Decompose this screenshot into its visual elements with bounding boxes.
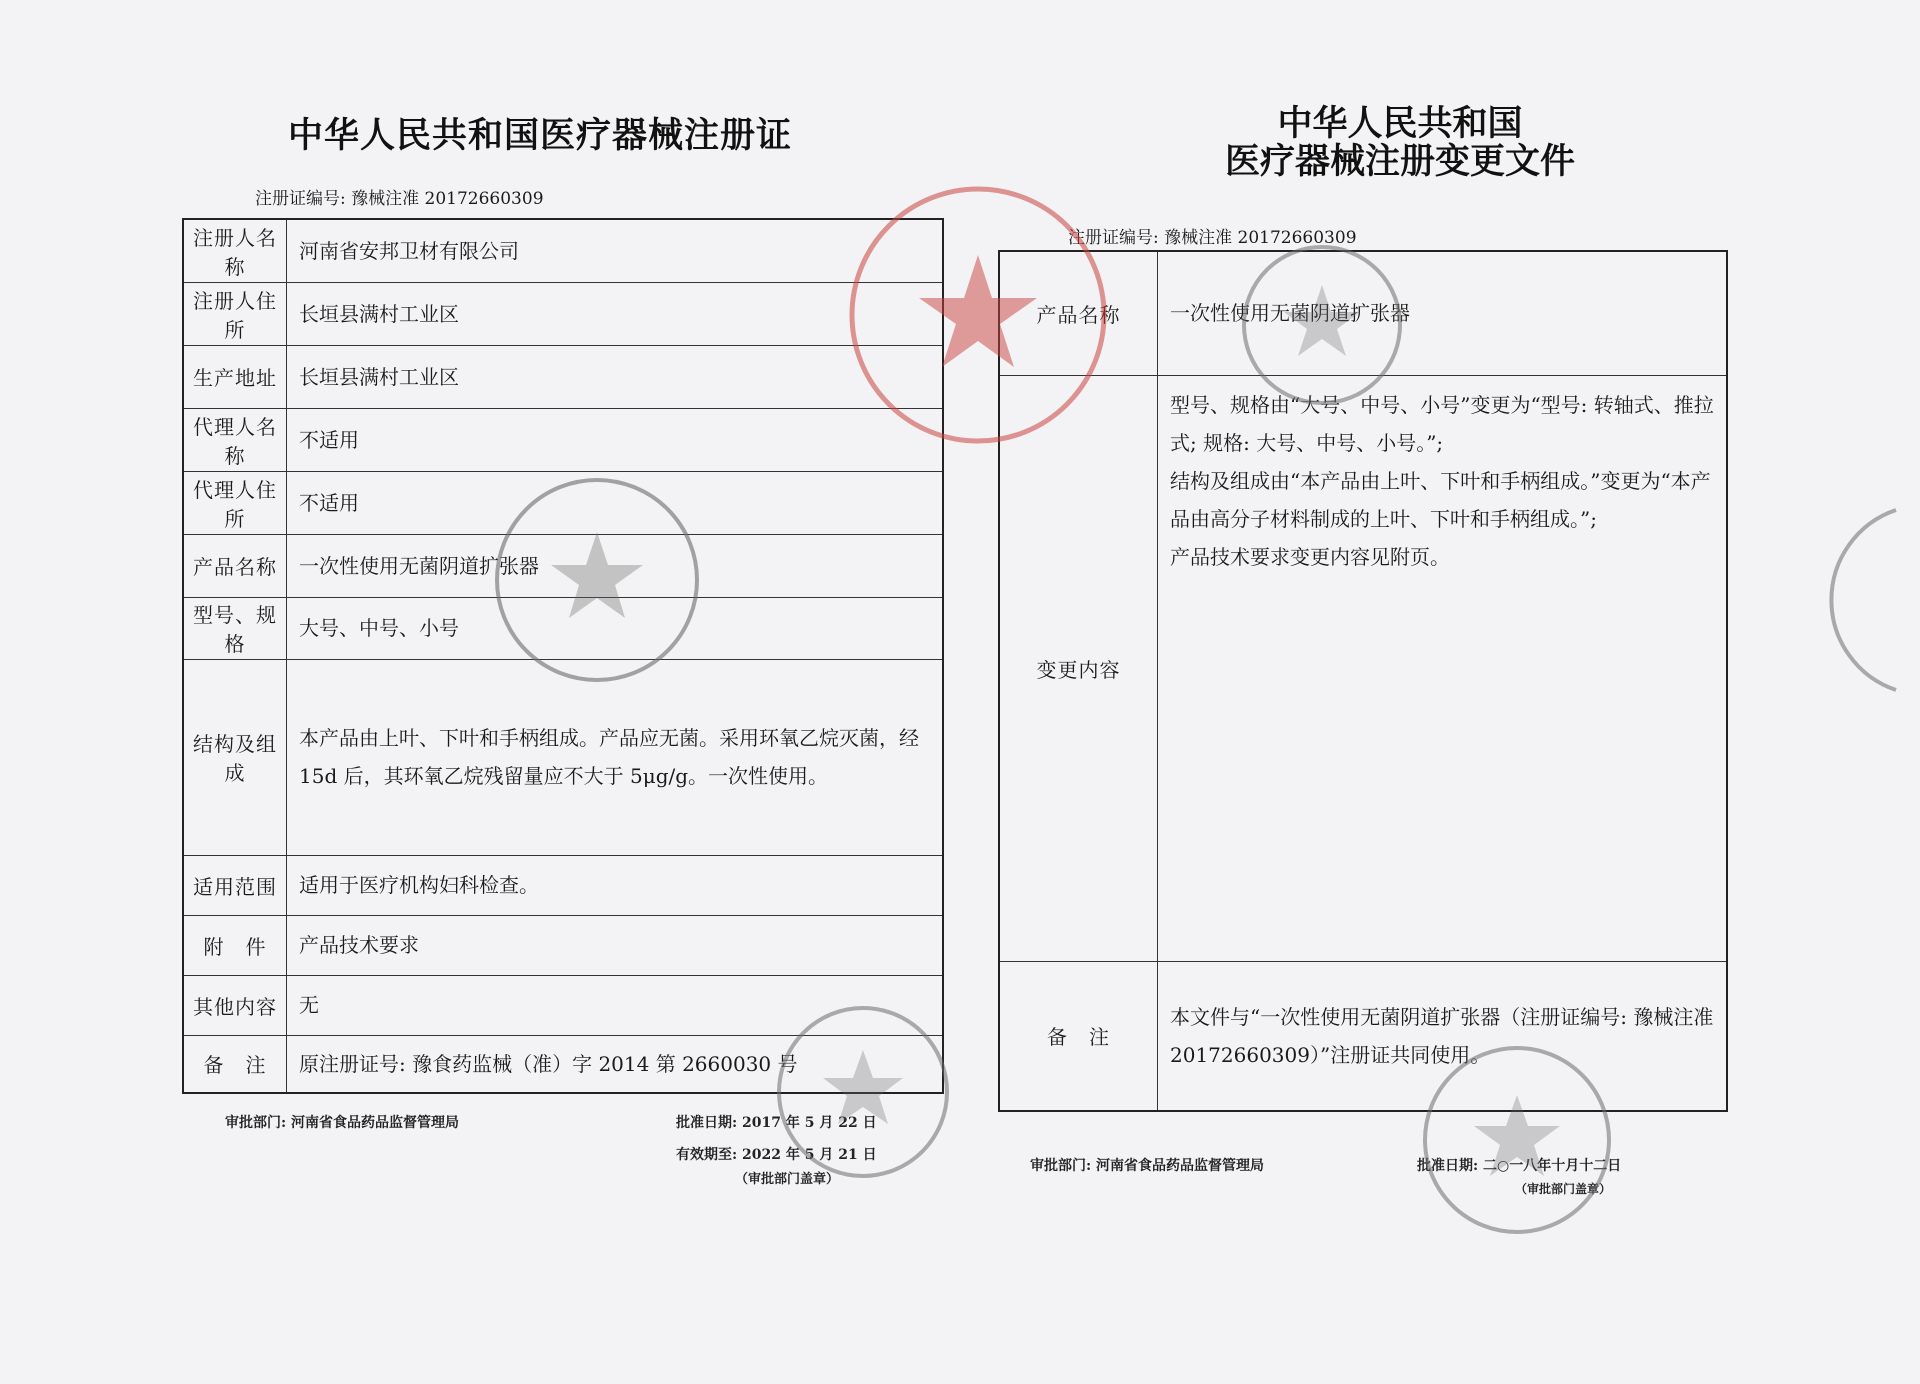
row-label: 适用范围	[183, 855, 287, 915]
row-value: 不适用	[287, 408, 944, 471]
table-row	[183, 597, 943, 659]
table-row	[999, 961, 1727, 1111]
row-label: 变更内容	[999, 375, 1158, 961]
approval-department: 审批部门: 河南省食品药品监督管理局	[225, 1115, 460, 1131]
row-value: 长垣县满村工业区	[287, 345, 944, 408]
row-label: 附 件	[183, 915, 287, 975]
table-row	[999, 251, 1727, 375]
change-paragraph: 结构及组成由“本产品由上叶、下叶和手柄组成。”变更为“本产品由高分子材料制成的上叶、下叶和手柄组成。”;	[1170, 468, 1711, 531]
row-label: 代理人住所	[183, 471, 287, 534]
row-label: 型号、规格	[183, 597, 287, 659]
approval-department: 审批部门: 河南省食品药品监督管理局	[1030, 1158, 1265, 1174]
table-row	[183, 471, 943, 534]
row-label: 备 注	[999, 961, 1158, 1111]
row-label: 产品名称	[999, 251, 1158, 375]
row-label: 注册人名称	[183, 219, 287, 282]
row-value: 本产品由上叶、下叶和手柄组成。产品应无菌。采用环氧乙烷灭菌，经 15d 后，其环氧乙烷残留量应不大于 5μg/g。一次性使用。	[287, 659, 944, 855]
row-label: 生产地址	[183, 345, 287, 408]
row-label: 其他内容	[183, 975, 287, 1035]
row-label: 代理人名称	[183, 408, 287, 471]
table-row	[183, 282, 943, 345]
seal-note: （审批部门盖章）	[1515, 1182, 1612, 1196]
row-value: 一次性使用无菌阴道扩张器	[1158, 251, 1728, 375]
table-row	[183, 659, 943, 855]
row-value: 适用于医疗机构妇科检查。	[287, 855, 944, 915]
row-value: 本文件与“一次性使用无菌阴道扩张器（注册证编号: 豫械注准 20172660309）”注册证共同使用。	[1158, 961, 1728, 1111]
certificate-title: 中华人民共和国医疗器械注册证	[287, 115, 792, 156]
approval-date: 批准日期: 2017 年 5 月 22 日	[676, 1115, 877, 1131]
table-row	[183, 345, 943, 408]
certificate-reg-number: 注册证编号: 豫械注准 20172660309	[255, 189, 544, 209]
seal-note: （审批部门盖章）	[735, 1172, 840, 1187]
row-value: 河南省安邦卫材有限公司	[287, 219, 944, 282]
row-value: 原注册证号: 豫食药监械（准）字 2014 第 2660030 号	[287, 1035, 944, 1093]
row-value: 长垣县满村工业区	[287, 282, 944, 345]
row-value: 一次性使用无菌阴道扩张器	[287, 534, 944, 597]
table-row	[999, 375, 1727, 961]
row-value: 无	[287, 975, 944, 1035]
row-value: 产品技术要求	[287, 915, 944, 975]
change-content	[1158, 375, 1728, 961]
row-label: 备 注	[183, 1035, 287, 1093]
change-paragraph: 型号、规格由“大号、中号、小号”变更为“型号: 转轴式、推拉式; 规格: 大号、中号、小号。”;	[1170, 392, 1714, 455]
table-row	[183, 855, 943, 915]
approval-date: 批准日期: 二○一八年十月十二日	[1417, 1158, 1622, 1174]
certificate-table	[182, 218, 944, 1094]
row-value: 不适用	[287, 471, 944, 534]
change-doc-table	[998, 250, 1728, 1112]
row-value: 大号、中号、小号	[287, 597, 944, 659]
row-label: 注册人住所	[183, 282, 287, 345]
table-row	[183, 975, 943, 1035]
table-row	[183, 915, 943, 975]
table-row	[183, 408, 943, 471]
table-row	[183, 534, 943, 597]
table-row	[183, 1035, 943, 1093]
change-doc-title-line2: 医疗器械注册变更文件	[1224, 141, 1575, 182]
change-doc-reg-number: 注册证编号: 豫械注准 20172660309	[1068, 228, 1357, 248]
row-label: 结构及组成	[183, 659, 287, 855]
row-label: 产品名称	[183, 534, 287, 597]
change-paragraph: 产品技术要求变更内容见附页。	[1170, 544, 1450, 569]
table-row	[183, 219, 943, 282]
valid-until: 有效期至: 2022 年 5 月 21 日	[676, 1147, 877, 1163]
change-doc-title-line1: 中华人民共和国	[1277, 103, 1523, 144]
